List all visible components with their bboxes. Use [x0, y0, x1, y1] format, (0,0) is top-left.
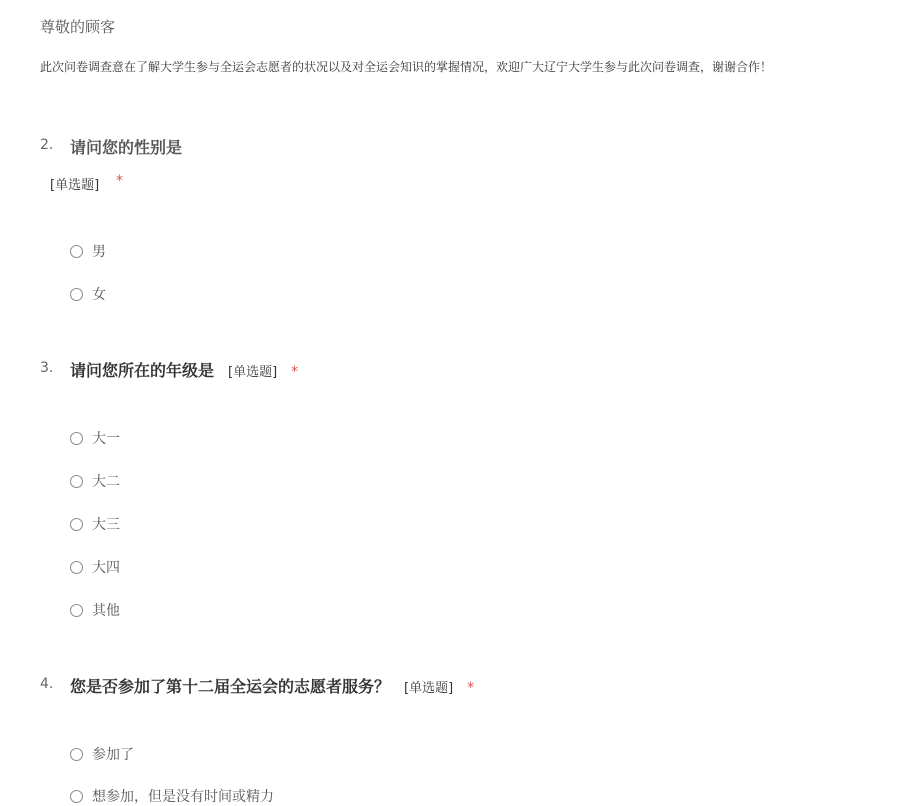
option-label: 大三 [92, 517, 120, 533]
question-4-title-row [70, 674, 474, 697]
question-4-type-tag: [单选题] [404, 681, 454, 696]
option-label: 大四 [92, 560, 120, 576]
radio-button[interactable] [70, 475, 83, 488]
radio-button[interactable] [70, 748, 83, 761]
question-2-option-male[interactable] [70, 242, 106, 260]
question-3-option-junior[interactable] [70, 515, 120, 533]
question-4-option-participated[interactable] [70, 745, 134, 763]
radio-button[interactable] [70, 561, 83, 574]
question-2-type-tag: [单选题] [50, 178, 100, 193]
question-4-number: 4. [40, 676, 54, 692]
option-label: 其他 [92, 603, 120, 619]
option-label: 大二 [92, 474, 120, 490]
option-label: 参加了 [92, 747, 134, 763]
question-2-option-female[interactable] [70, 285, 106, 303]
question-2-required-mark: * [116, 173, 123, 189]
radio-button[interactable] [70, 604, 83, 617]
radio-button[interactable] [70, 432, 83, 445]
question-3-option-senior[interactable] [70, 558, 120, 576]
question-3-option-other[interactable] [70, 601, 120, 619]
radio-button[interactable] [70, 518, 83, 531]
question-4-option-wanted-no-time[interactable] [70, 787, 274, 805]
option-label: 男 [92, 244, 106, 260]
question-4-title: 您是否参加了第十二届全运会的志愿者服务？ [70, 677, 391, 696]
question-3-required-mark: * [291, 364, 299, 380]
survey-greeting: 尊敬的顾客 [40, 18, 116, 36]
radio-button[interactable] [70, 288, 83, 301]
question-3-title: 请问您所在的年级是 [70, 361, 215, 380]
question-3-number: 3. [40, 360, 54, 376]
question-4-required-mark: * [467, 680, 475, 696]
question-2-number: 2. [40, 137, 54, 153]
option-label: 大一 [92, 431, 120, 447]
question-2-title: 请问您的性别是 [70, 138, 183, 157]
question-3-type-tag: [单选题] [228, 365, 278, 380]
radio-button[interactable] [70, 790, 83, 803]
option-label: 女 [92, 287, 106, 303]
question-3-option-sophomore[interactable] [70, 472, 120, 490]
question-3-title-row [70, 358, 298, 381]
radio-button[interactable] [70, 245, 83, 258]
question-3-option-freshman[interactable] [70, 429, 120, 447]
option-label: 想参加，但是没有时间或精力 [92, 789, 274, 805]
survey-intro: 此次问卷调查意在了解大学生参与全运会志愿者的状况以及对全运会知识的掌握情况，欢迎广大辽宁大学生参与此次问卷调查，谢谢合作！ [40, 60, 773, 74]
